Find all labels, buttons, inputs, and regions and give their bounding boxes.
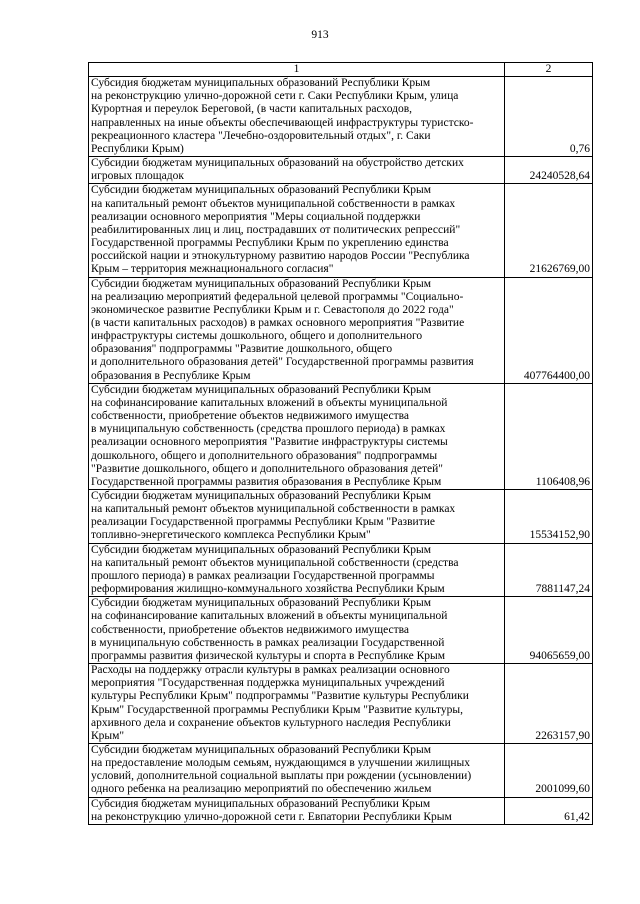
row-amount: 407764400,00 [505, 277, 593, 383]
description-line: Расходы на поддержку отрасли культуры в рамках реализации основного [91, 664, 450, 677]
row-description [89, 743, 505, 797]
description-line: собственности, приобретение объектов недвижимого имущества [91, 623, 410, 636]
description-line: Субсидии бюджетам муниципальных образований Республики Крым [91, 277, 432, 290]
description-line: реабилитированных лиц и лиц, пострадавших от политических репрессий" [91, 223, 461, 236]
description-line: Государственной программы развития образования в Республике Крым [91, 475, 442, 488]
description-line: российской нации и этнокультурному развитию народов России "Республика [91, 250, 470, 263]
row-description [89, 597, 505, 664]
table-row [89, 490, 593, 544]
description-line: культуры Республики Крым" подпрограммы "Развитие культуры Республики [91, 690, 469, 703]
description-line: Субсидии бюджетам муниципальных образований Республики Крым [91, 543, 432, 556]
table-row [89, 664, 593, 744]
description-line: направленных на иные объекты обеспечивающей инфраструктуры туристско- [91, 116, 474, 129]
description-line: в муниципальную собственность (средства прошлого периода) в рамках [91, 423, 446, 436]
description-line: прошлого периода) в рамках реализации Государственной программы [91, 569, 435, 582]
description-line: собственности, приобретение объектов недвижимого имущества [91, 410, 410, 423]
description-line: и дополнительного образования детей" Государственной программы развития [91, 356, 474, 369]
table-row [89, 77, 593, 157]
table-row [89, 797, 593, 824]
budget-table [88, 62, 593, 825]
description-line: Республики Крым) [91, 142, 184, 155]
description-line: дошкольного, общего и дополнительного образования" подпрограммы [91, 449, 438, 462]
row-description [89, 383, 505, 489]
page-number: 913 [311, 29, 329, 41]
description-line: Крым – территория межнационального согласия" [91, 263, 334, 276]
description-line: на реконструкцию улично-дорожной сети г. Евпатории Республики Крым [91, 810, 452, 823]
description-line: рекреационного кластера "Лечебно-оздоровительный отдых", г. Саки [91, 129, 431, 142]
row-amount: 1106408,96 [505, 383, 593, 489]
description-line: Курортная и переулок Береговой, (в части капитальных расходов, [91, 103, 413, 116]
description-line: игровых площадок [91, 170, 184, 183]
description-line: на софинансирование капитальных вложений в объекты муниципальной [91, 610, 448, 623]
description-line: (в части капитальных расходов) в рамках основного мероприятия "Развитие [91, 316, 465, 329]
description-line: реализации основного мероприятия "Развитие инфраструктуры системы [91, 436, 448, 449]
description-line: реформирования жилищно-коммунального хозяйства Республики Крым [91, 583, 445, 596]
table-row [89, 157, 593, 184]
description-line: на капитальный ремонт объектов муниципальной собственности (средства [91, 556, 459, 569]
description-line: Крым" [91, 729, 125, 742]
description-line: мероприятия "Государственная поддержка муниципальных учреждений [91, 677, 445, 690]
description-line: экономическое развитие Республики Крым и г. Севастополя до 2022 года" [91, 303, 454, 316]
row-amount: 0,76 [505, 77, 593, 157]
description-line: образования" подпрограммы "Развитие дошкольного, общего [91, 343, 393, 356]
description-line: на капитальный ремонт объектов муниципальной собственности в рамках [91, 503, 456, 516]
description-line: Субсидия бюджетам муниципальных образований Республики Крым [91, 797, 431, 810]
row-description [89, 543, 505, 597]
description-line: инфраструктуры системы дошкольного, общего и дополнительного [91, 330, 423, 343]
table-row [89, 383, 593, 489]
row-description [89, 277, 505, 383]
table-row [89, 743, 593, 797]
row-amount: 21626769,00 [505, 184, 593, 277]
table-row [89, 543, 593, 597]
description-line: архивного дела и сохранение объектов культурного наследия Республики [91, 716, 451, 729]
description-line: Субсидии бюджетам муниципальных образований Республики Крым [91, 383, 432, 396]
description-line: Субсидии бюджетам муниципальных образований Республики Крым [91, 597, 432, 610]
row-amount: 7881147,24 [505, 543, 593, 597]
row-amount: 15534152,90 [505, 490, 593, 544]
description-line: на предоставление молодым семьям, нуждающимся в улучшении жилищных [91, 757, 471, 770]
description-line: топливно-энергетического комплекса Республики Крым" [91, 529, 371, 542]
description-line: Субсидии бюджетам муниципальных образований Республики Крым [91, 184, 432, 197]
column-header-2: 2 [505, 63, 593, 77]
description-line: Субсидии бюджетам муниципальных образований Республики Крым [91, 490, 432, 502]
description-line: на реконструкцию улично-дорожной сети г. Саки Республики Крым, улица [91, 90, 459, 103]
description-line: "Развитие дошкольного, общего и дополнительного образования детей" [91, 462, 443, 475]
description-line: реализации основного мероприятия "Меры социальной поддержки [91, 210, 421, 223]
column-header-1: 1 [89, 63, 505, 77]
description-line: в муниципальную собственность в рамках реализации Государственной [91, 636, 445, 649]
description-line: Субсидия бюджетам муниципальных образований Республики Крым [91, 77, 431, 90]
row-description [89, 77, 505, 157]
row-description [89, 797, 505, 824]
row-amount: 61,42 [505, 797, 593, 824]
row-description [89, 184, 505, 277]
row-amount: 2263157,90 [505, 664, 593, 744]
table-row [89, 277, 593, 383]
description-line: Государственной программы Республики Крым по укреплению единства [91, 237, 449, 250]
table-header-row [89, 63, 593, 77]
row-amount: 24240528,64 [505, 157, 593, 184]
row-description [89, 490, 505, 544]
row-amount: 94065659,00 [505, 597, 593, 664]
row-description [89, 157, 505, 184]
description-line: одного ребенка на реализацию мероприятий по обеспечению жильем [91, 783, 432, 796]
row-amount: 2001099,60 [505, 743, 593, 797]
description-line: на софинансирование капитальных вложений в объекты муниципальной [91, 396, 448, 409]
table-row [89, 597, 593, 664]
description-line: условий, дополнительной социальной выплаты при рождении (усыновлении) [91, 770, 472, 783]
row-description [89, 664, 505, 744]
description-line: на капитальный ремонт объектов муниципальной собственности в рамках [91, 197, 456, 210]
table-row [89, 184, 593, 277]
description-line: Субсидии бюджетам муниципальных образований Республики Крым [91, 743, 432, 756]
description-line: Крым" Государственной программы Республики Крым "Развитие культуры, [91, 703, 463, 716]
description-line: Субсидии бюджетам муниципальных образований на обустройство детских [91, 157, 464, 170]
description-line: образования в Республике Крым [91, 369, 251, 382]
description-line: программы развития физической культуры и спорта в Республике Крым [91, 649, 446, 662]
description-line: на реализацию мероприятий федеральной целевой программы "Социально- [91, 290, 464, 303]
description-line: реализации Государственной программы Республики Крым "Развитие [91, 516, 435, 529]
